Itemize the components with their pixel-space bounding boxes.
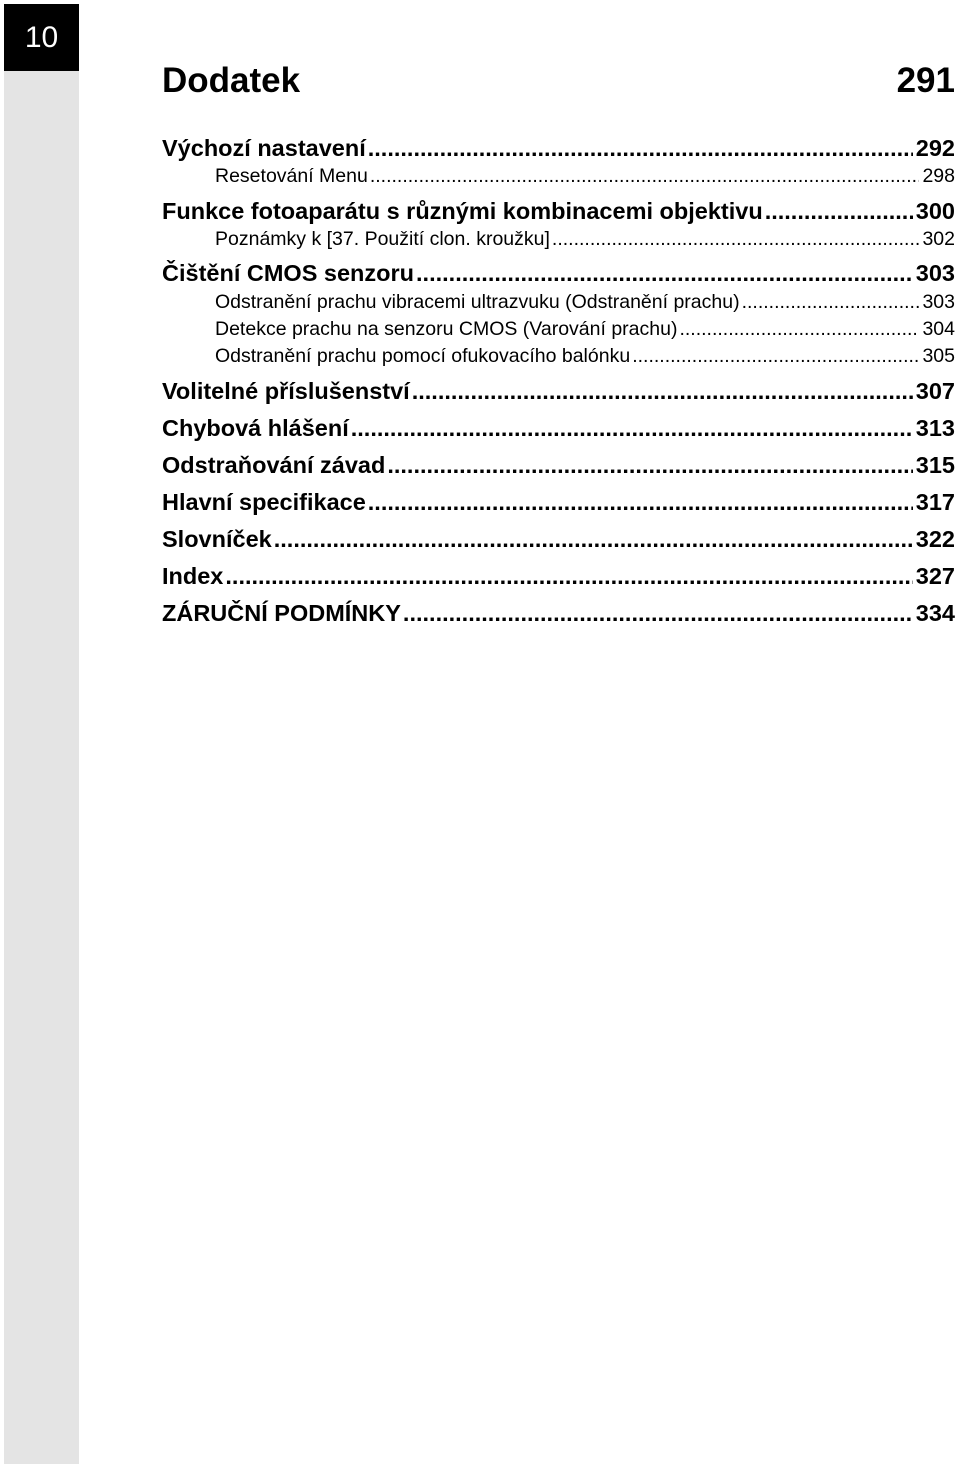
toc-dot-leader xyxy=(274,524,913,554)
toc-dot-leader xyxy=(368,133,913,163)
side-margin-strip xyxy=(4,4,79,1464)
toc-entry-page: 302 xyxy=(922,228,955,250)
toc-entry-page: 303 xyxy=(922,291,955,313)
toc-entry[interactable] xyxy=(162,524,955,554)
toc-entry[interactable] xyxy=(162,133,955,163)
toc-entry-label: Hlavní specifikace xyxy=(162,489,366,515)
toc-entry-page: 334 xyxy=(915,600,955,626)
toc-subentry[interactable] xyxy=(215,163,955,189)
toc-entry[interactable] xyxy=(162,487,955,517)
toc-entry[interactable] xyxy=(162,376,955,406)
toc-entry[interactable] xyxy=(162,413,955,443)
toc-entry-label: Slovníček xyxy=(162,526,272,552)
toc-entry-label: Výchozí nastavení xyxy=(162,135,366,161)
toc-entry-label: Poznámky k [37. Použití clon. kroužku] xyxy=(215,228,550,250)
toc-entry-page: 300 xyxy=(915,198,955,224)
toc-dot-leader xyxy=(742,289,920,315)
toc-entry[interactable] xyxy=(162,598,955,628)
chapter-tab xyxy=(4,4,79,71)
toc-dot-leader xyxy=(368,487,913,517)
toc-entry-page: 307 xyxy=(915,378,955,404)
toc-subentry[interactable] xyxy=(215,343,955,369)
section-page-number: 291 xyxy=(896,61,955,100)
toc-entry-label: Volitelné příslušenství xyxy=(162,378,410,404)
toc-dot-leader xyxy=(679,316,919,342)
toc-entry-label: Funkce fotoaparátu s různými kombinacemi objektivu xyxy=(162,198,763,224)
toc-entry-page: 317 xyxy=(915,489,955,515)
toc-dot-leader xyxy=(370,163,920,189)
section-title: Dodatek xyxy=(162,61,301,100)
toc-entry[interactable] xyxy=(162,196,955,226)
chapter-number: 10 xyxy=(24,21,59,54)
toc-entry-page: 313 xyxy=(915,415,955,441)
toc-entry[interactable] xyxy=(162,450,955,480)
toc-subentry[interactable] xyxy=(215,316,955,342)
toc-entry-label: Odstraňování závad xyxy=(162,452,386,478)
toc-entry-page: 303 xyxy=(915,260,955,286)
toc-dot-leader xyxy=(412,376,913,406)
toc-entry-page: 327 xyxy=(915,563,955,589)
toc-subentry[interactable] xyxy=(215,226,955,252)
toc-dot-leader xyxy=(416,258,913,288)
toc-entry-page: 304 xyxy=(922,318,955,340)
toc-entry-label: ZÁRUČNÍ PODMÍNKY xyxy=(162,600,401,626)
toc-dot-leader xyxy=(765,196,913,226)
toc-dot-leader xyxy=(351,413,913,443)
toc-entry-label: Odstranění prachu vibracemi ultrazvuku (Odstranění prachu) xyxy=(215,291,740,313)
toc-subentry[interactable] xyxy=(215,289,955,315)
toc-entry-label: Chybová hlášení xyxy=(162,415,349,441)
toc-dot-leader xyxy=(403,598,913,628)
toc-entry-label: Detekce prachu na senzoru CMOS (Varování prachu) xyxy=(215,318,678,340)
toc-dot-leader xyxy=(225,561,912,591)
toc-entry-label: Odstranění prachu pomocí ofukovacího balónku xyxy=(215,345,631,367)
toc-entry-page: 305 xyxy=(922,345,955,367)
section-heading xyxy=(162,58,955,104)
toc-dot-leader xyxy=(387,450,912,480)
toc-entry-page: 292 xyxy=(915,135,955,161)
toc-entry-page: 322 xyxy=(915,526,955,552)
toc-entry-label: Resetování Menu xyxy=(215,165,368,187)
toc-entry-label: Čištění CMOS senzoru xyxy=(162,260,415,286)
toc-entry[interactable] xyxy=(162,258,955,288)
toc-dot-leader xyxy=(632,343,919,369)
toc-dot-leader xyxy=(552,226,920,252)
toc-entry-page: 315 xyxy=(915,452,955,478)
toc-entry[interactable] xyxy=(162,561,955,591)
toc-entry-label: Index xyxy=(162,563,224,589)
toc-entry-page: 298 xyxy=(922,165,955,187)
